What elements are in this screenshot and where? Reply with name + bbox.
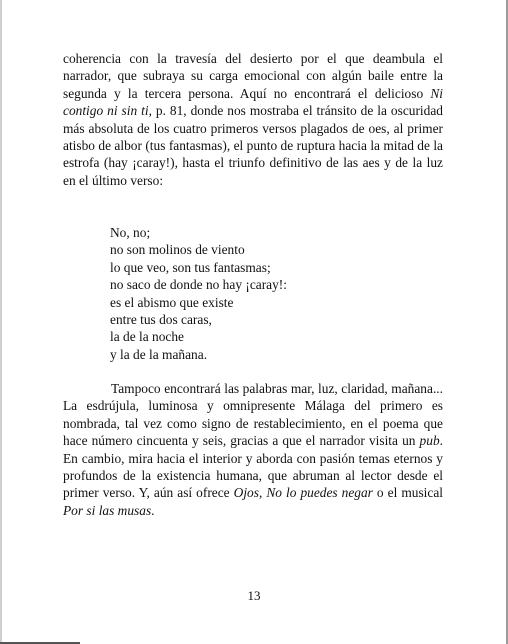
word-pub: pub xyxy=(419,433,440,449)
poem-line: no saco de donde no hay ¡caray!: xyxy=(110,277,287,293)
poem-line: y la de la mañana. xyxy=(110,346,208,362)
page-number: 13 xyxy=(247,588,261,603)
title-por-si-las-musas: Por si las musas xyxy=(63,502,152,518)
paragraph-2-text-a: Tampoco encontrará las palabras mar, luz, claridad, mañana... La esdrújula, luminosa y omnipresente Málaga del primero es nombrada, tal vez como signo de restablecimiento, en el poema que hace número cincuenta y seis, gracias a que el narrador visita un xyxy=(63,381,443,449)
paragraph-2-text-c: o el musical xyxy=(372,485,443,501)
page-left-edge xyxy=(0,0,2,644)
title-ni-contigo: Ni contigo ni sin ti xyxy=(63,85,443,119)
paragraph-2-text-d: . xyxy=(151,502,155,518)
paragraph-1 xyxy=(63,50,443,189)
poem-line: la de la noche xyxy=(110,329,184,345)
poem-line: es el abismo que existe xyxy=(110,294,234,310)
paragraph-2 xyxy=(63,380,443,519)
title-separator: , xyxy=(258,485,267,501)
paragraph-2-text-b: . En cambio, mira hacia el interior y aborda con pasión temas eternos y profundos de la existencia humana, que abruman al lector desde el primer verso. Y, aún así ofrece xyxy=(63,433,443,501)
poem-line: No, no; xyxy=(110,225,151,240)
poem-line: lo que veo, son tus fantasmas; xyxy=(110,259,271,275)
poem-line: entre tus dos caras, xyxy=(110,312,212,328)
title-no-lo-puedes-negar: No lo puedes negar xyxy=(266,485,373,501)
paragraph-1-text-b: , p. 81, donde nos mostraba el tránsito de la oscuridad más absoluta de los cuatro primeros versos plagados de oes, al primer atisbo de albor (tus fantasmas), el punto de ruptura hacia la mitad de la estrofa (hay ¡caray!), hasta el triunfo definitivo de las aes y de la luz en el último verso: xyxy=(63,103,443,188)
paragraph-1-text-a: coherencia con la travesía del desierto por el que deambula el narrador, que subraya su carga emocional con algún baile entre la segunda y la tercera persona. Aquí no encontrará el delicioso xyxy=(63,51,443,101)
poem-line: no son molinos de viento xyxy=(110,242,245,258)
poem-verses xyxy=(110,224,287,363)
title-ojos: Ojos xyxy=(233,485,259,501)
